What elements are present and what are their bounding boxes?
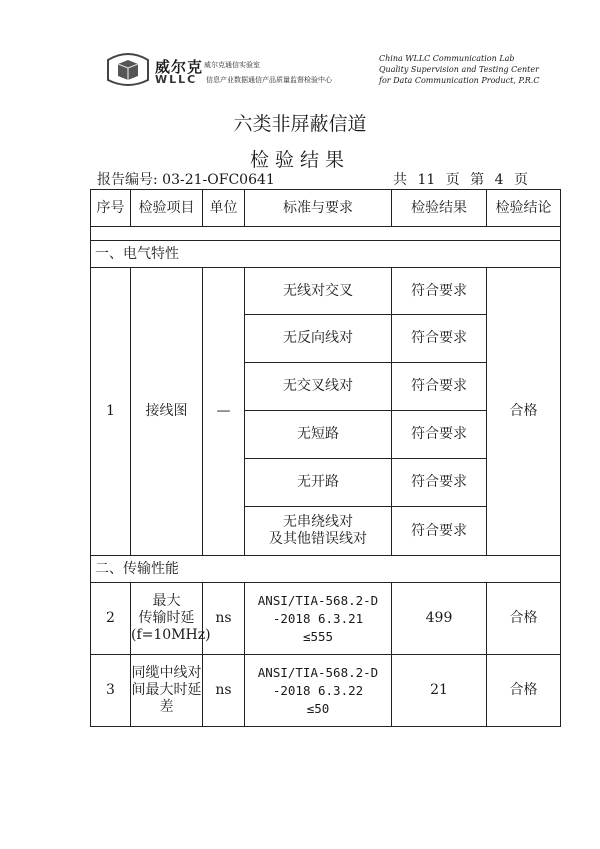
row-standard: [245, 655, 392, 727]
standard-line-1: ANSI/TIA-568.2-D: [257, 592, 379, 608]
row-result: 符合要求: [392, 268, 487, 315]
wllc-logo-icon: [104, 50, 152, 88]
row-requirement: [245, 507, 392, 556]
item-line-3: (f=10MHz): [131, 627, 211, 643]
table-row: [91, 655, 561, 727]
item-line-1: 最大: [152, 593, 181, 609]
standard-line-2: -2018 6.3.22: [272, 682, 364, 698]
header-no: 序号: [91, 190, 131, 227]
letterhead: [0, 0, 600, 100]
row-no: 1: [91, 268, 131, 556]
item-line-2: 传输时延: [138, 610, 195, 626]
row-standard: [245, 583, 392, 655]
requirement-line-1: 无串绕线对: [283, 514, 353, 530]
row-result: 符合要求: [392, 507, 487, 556]
en-line-3: for Data Communication Product, P.R.C: [379, 76, 540, 85]
item-line-1: 同缆中线对: [131, 665, 202, 681]
table-row: [91, 583, 561, 655]
requirement-line-2: 及其他错误线对: [269, 531, 367, 547]
standard-line-3: ≤555: [302, 628, 334, 644]
row-result: 21: [392, 655, 487, 727]
row-conclusion: 合格: [487, 655, 561, 727]
row-item: 接线图: [131, 268, 203, 556]
standard-line-3: ≤50: [306, 700, 330, 716]
item-line-2: 间最大时延: [131, 682, 202, 698]
row-result: 符合要求: [392, 363, 487, 411]
standard-line-1: ANSI/TIA-568.2-D: [257, 664, 379, 680]
row-conclusion: 合格: [487, 583, 561, 655]
table-gap: [91, 227, 561, 241]
brand-cn: 威尔克: [155, 58, 204, 76]
header-unit: 单位: [203, 190, 245, 227]
row-no: 3: [91, 655, 131, 727]
row-requirement: 无开路: [245, 459, 392, 507]
results-table: [90, 189, 561, 727]
lab-name-cn: 威尔克通信实验室: [204, 61, 260, 69]
section-label: 一、电气特性: [91, 241, 561, 268]
row-requirement: 无交叉线对: [245, 363, 392, 411]
row-conclusion: 合格: [487, 268, 561, 556]
page-info: 共 11 页 第 4 页: [393, 172, 528, 188]
header-result: 检验结果: [392, 190, 487, 227]
row-item: [131, 655, 203, 727]
center-name-cn: 信息产业数据通信产品质量监督检验中心: [206, 76, 332, 84]
row-result: 符合要求: [392, 459, 487, 507]
report-number: 报告编号: 03-21-OFC0641: [97, 172, 275, 188]
section-label: 二、传输性能: [91, 556, 561, 583]
document-subtitle: 检验结果: [249, 149, 350, 171]
row-unit: ns: [203, 583, 245, 655]
header-item: 检验项目: [131, 190, 203, 227]
row-requirement: 无线对交叉: [245, 268, 392, 315]
header-conclusion: 检验结论: [487, 190, 561, 227]
row-result: 499: [392, 583, 487, 655]
brand-en: WLLC: [155, 73, 198, 86]
section-row-electrical: [91, 241, 561, 268]
standard-line-2: -2018 6.3.21: [272, 610, 364, 626]
row-result: 符合要求: [392, 411, 487, 459]
center-name-en: [379, 53, 539, 86]
header-standard: 标准与要求: [245, 190, 392, 227]
row-requirement: 无短路: [245, 411, 392, 459]
row-result: 符合要求: [392, 315, 487, 363]
document-title: 六类非屏蔽信道: [233, 113, 367, 135]
row-unit: ns: [203, 655, 245, 727]
row-item: [131, 583, 211, 655]
row-unit: —: [203, 268, 245, 556]
en-line-1: China WLLC Communication Lab: [379, 54, 515, 63]
en-line-2: Quality Supervision and Testing Center: [379, 65, 539, 74]
table-header-row: [91, 190, 561, 227]
section-row-transmission: [91, 556, 561, 583]
row-no: 2: [91, 583, 131, 655]
row-requirement: 无反向线对: [245, 315, 392, 363]
table-row: [91, 268, 561, 315]
item-line-3: 差: [159, 699, 174, 715]
